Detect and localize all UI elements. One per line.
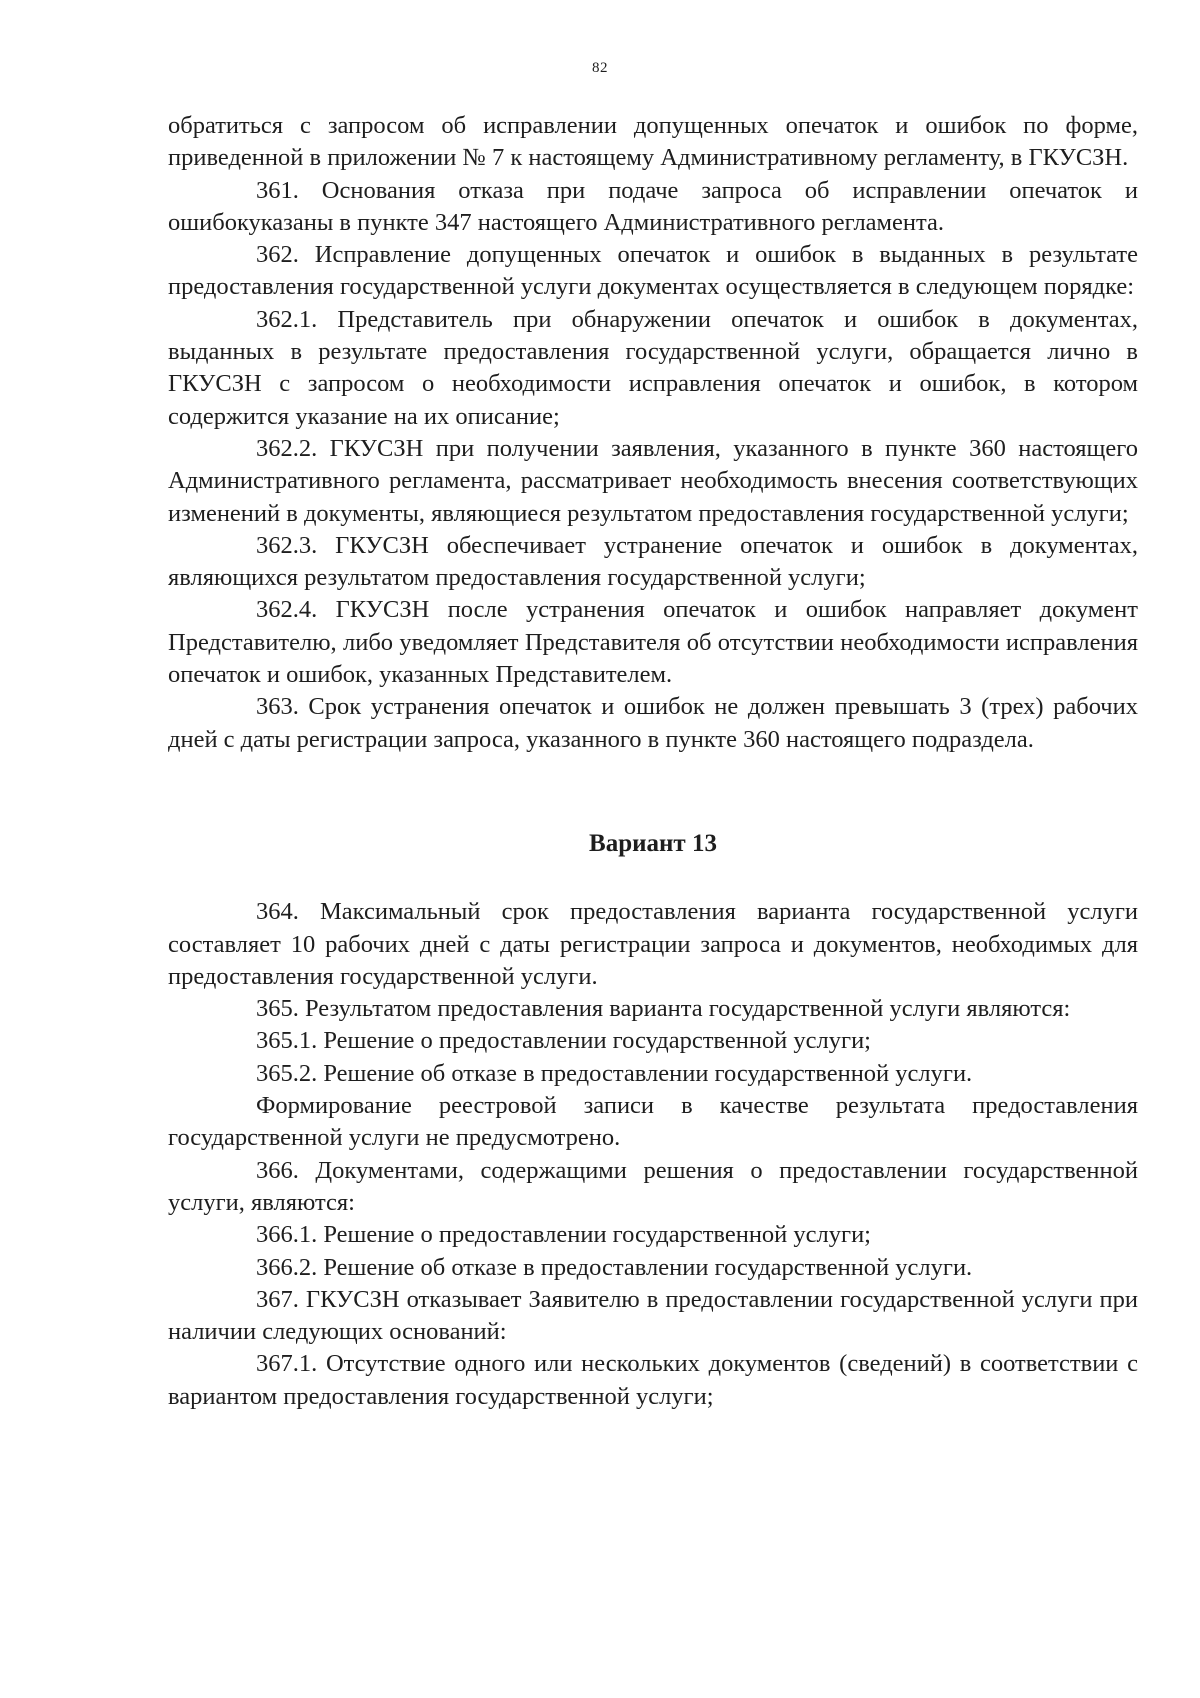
paragraph: 362.2. ГКУСЗН при получении заявления, указанного в пункте 360 настоящего Административного регламента, рассматривает необходимость внесения соответствующих изменений в документы, являющиеся результатом предоставления государственной услуги; xyxy=(168,434,1138,527)
section-bottom xyxy=(168,896,1138,1413)
paragraph: 364. Максимальный срок предоставления варианта государственной услуги составляет 10 рабочих дней с даты регистрации запроса и документов, необходимых для предоставления государственной услуги. xyxy=(168,898,1138,990)
paragraph: 362. Исправление допущенных опечаток и ошибок в выданных в результате предоставления государственной услуги документах осуществляется в следующем порядке: xyxy=(168,241,1138,301)
paragraph: 366.1. Решение о предоставлении государственной услуги; xyxy=(256,1221,871,1249)
document-body xyxy=(168,110,1138,1413)
paragraph: 362.3. ГКУСЗН обеспечивает устранение опечаток и ошибок в документах, являющихся результатом предоставления государственной услуги; xyxy=(168,531,1138,592)
paragraph: 365.2. Решение об отказе в предоставлении государственной услуги. xyxy=(256,1059,973,1087)
paragraph: Формирование реестровой записи в качестве результата предоставления государственной услуги не предусмотрено. xyxy=(168,1092,1138,1152)
paragraph: обратиться с запросом об исправлении допущенных опечаток и ошибок по форме, приведенной в приложении № 7 к настоящему Административному регламенту, в ГКУСЗН. xyxy=(168,112,1138,172)
paragraph: 362.4. ГКУСЗН после устранения опечаток и ошибок направляет документ Представителю, либо уведомляет Представителя об отсутствии необходимости исправления опечаток и ошибок, указанных Представителем. xyxy=(168,596,1138,689)
section-heading: Вариант 13 xyxy=(589,829,717,857)
paragraph: 367. ГКУСЗН отказывает Заявителю в предоставлении государственной услуги при наличии следующих оснований: xyxy=(168,1285,1138,1346)
paragraph: 365. Результатом предоставления варианта государственной услуги являются: xyxy=(256,995,1071,1023)
paragraph: 365.1. Решение о предоставлении государственной услуги; xyxy=(256,1027,871,1055)
paragraph: 367.1. Отсутствие одного или нескольких документов (сведений) в соответствии с вариантом предоставления государственной услуги; xyxy=(168,1350,1138,1410)
page-number: 82 xyxy=(592,60,608,76)
paragraph: 363. Срок устранения опечаток и ошибок не должен превышать 3 (трех) рабочих дней с даты регистрации запроса, указанного в пункте 360 настоящего подраздела. xyxy=(168,693,1138,753)
paragraph: 366.2. Решение об отказе в предоставлении государственной услуги. xyxy=(256,1253,973,1281)
paragraph: 366. Документами, содержащими решения о предоставлении государственной услуги, являются: xyxy=(168,1156,1138,1216)
paragraph: 362.1. Представитель при обнаружении опечаток и ошибок в документах, выданных в результате предоставления государственной услуги, обращается лично в ГКУСЗН с запросом о необходимости исправления опечаток и ошибок, в котором содержится указание на их описание; xyxy=(168,305,1138,430)
section-top xyxy=(168,110,1138,756)
paragraph: 361. Основания отказа при подаче запроса об исправлении опечаток и ошибокуказаны в пункте 347 настоящего Административного регламента. xyxy=(168,176,1138,236)
